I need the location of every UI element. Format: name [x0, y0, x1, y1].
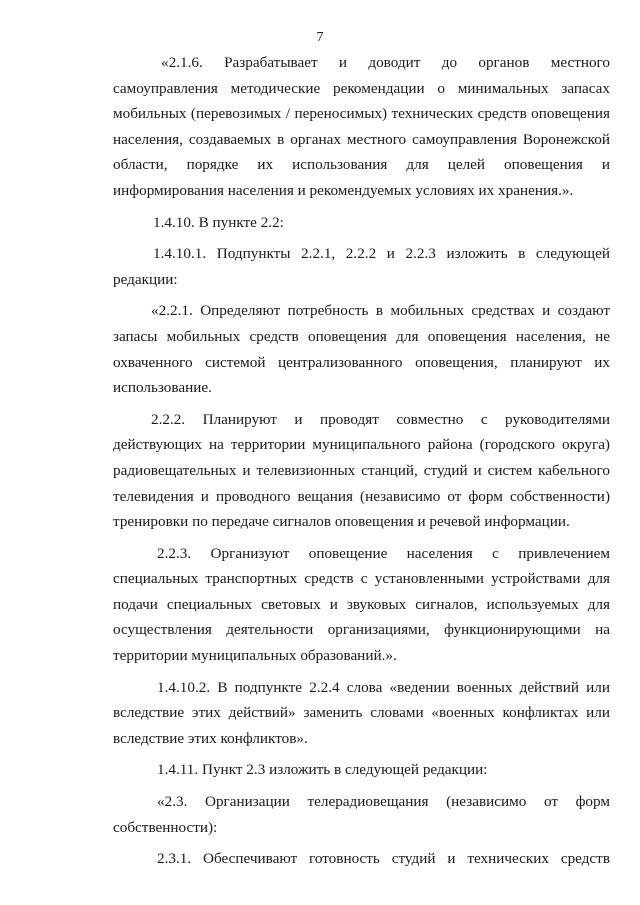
- paragraph-1-4-10-1: 1.4.10.1. Подпункты 2.2.1, 2.2.2 и 2.2.3 изложить в следующей редакции:: [113, 245, 610, 288]
- paragraph-1-4-11: 1.4.11. Пункт 2.3 изложить в следующей редакции:: [157, 761, 488, 779]
- paragraph-1-4-10: 1.4.10. В пункте 2.2:: [153, 213, 284, 231]
- page-number: 7: [316, 30, 324, 45]
- document-body: [113, 50, 610, 872]
- paragraph-2-2-1: «2.2.1. Определяют потребность в мобильных средствах и создают запасы мобильных средств оповещения для оповещения населения, не охваченного системой централизованного оповещения, планируют их использование.: [113, 302, 610, 397]
- paragraph-2-3: «2.3. Организации телерадиовещания (независимо от форм собственности):: [113, 793, 610, 836]
- paragraph-2-3-1: 2.3.1. Обеспечивают готовность студий и технических средств: [157, 850, 610, 868]
- paragraph-2-2-2: 2.2.2. Планируют и проводят совместно с руководителями действующих на территории муниципального района (городского округа) радиовещательных и телевизионных станций, студий и систем кабельного телевидения и проводного вещания (независимо от форм собственности) тренировки по передаче сигналов оповещения и речевой информации.: [113, 410, 610, 531]
- paragraph-2-2-3: 2.2.3. Организуют оповещение населения с привлечением специальных транспортных средств с установленными устройствами для подачи специальных световых и звуковых сигналов, используемых для осуществления деятельности организациями, функционирующими на территории муниципальных образований.».: [113, 544, 610, 665]
- paragraph-1-4-10-2: 1.4.10.2. В подпункте 2.2.4 слова «ведении военных действий или вследствие этих действий» заменить словами «военных конфликтах или вследствие этих конфликтов».: [113, 678, 610, 747]
- paragraph-2-1-6: «2.1.6. Разрабатывает и доводит до органов местного самоуправления методические рекомендации о минимальных запасах мобильных (перевозимых / переносимых) технических средств оповещения населения, создаваемых в органах местного самоуправления Воронежской области, порядке их использования для целей оповещения и информирования населения и рекомендуемых условиях их хранения.».: [113, 54, 610, 199]
